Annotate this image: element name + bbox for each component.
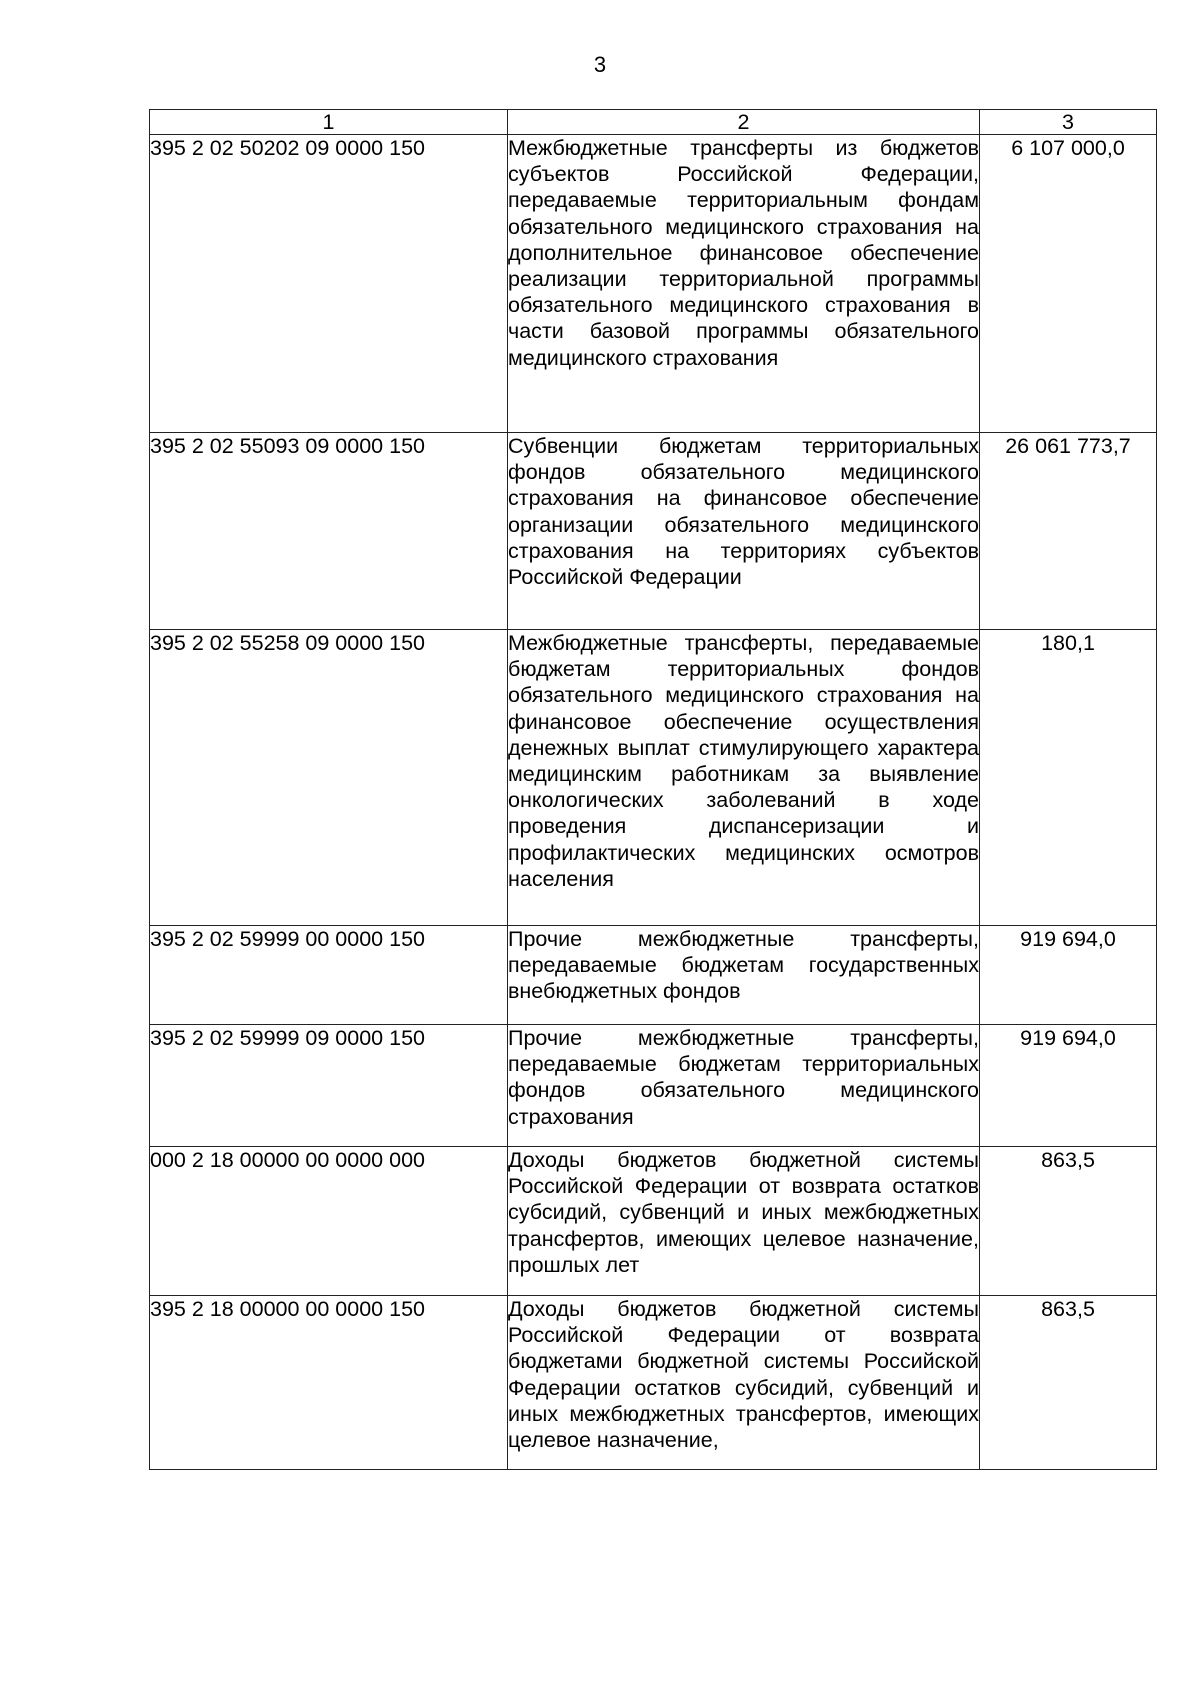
table-row	[150, 926, 1157, 1025]
revenue-description: Субвенции бюджетам территориальных фондов обязательного медицинского страхования на финансовое обеспечение организации обязательного медицинского страхования на территориях субъектов Российской Федерации	[508, 433, 980, 630]
revenue-description: Доходы бюджетов бюджетной системы Российской Федерации от возврата остатков субсидий, субвенций и иных межбюджетных трансфертов, имеющих целевое назначение, прошлых лет	[508, 1147, 980, 1296]
amount-value: 919 694,0	[980, 1025, 1157, 1147]
table-row	[150, 630, 1157, 926]
budget-classification-code: 395 2 02 59999 09 0000 150	[150, 1025, 508, 1147]
amount-value: 26 061 773,7	[980, 433, 1157, 630]
table-row	[150, 1147, 1157, 1296]
table-header	[150, 110, 1157, 135]
table-row	[150, 135, 1157, 433]
revenue-description: Прочие межбюджетные трансферты, передаваемые бюджетам территориальных фондов обязательного медицинского страхования	[508, 1025, 980, 1147]
budget-classification-code: 395 2 18 00000 00 0000 150	[150, 1296, 508, 1470]
budget-classification-code: 395 2 02 55093 09 0000 150	[150, 433, 508, 630]
column-header-3: 3	[980, 110, 1157, 135]
table-row	[150, 1025, 1157, 1147]
table-header-row	[150, 110, 1157, 135]
amount-value: 6 107 000,0	[980, 135, 1157, 433]
table-row	[150, 1296, 1157, 1470]
revenue-description: Межбюджетные трансферты из бюджетов субъектов Российской Федерации, передаваемые территориальным фондам обязательного медицинского страхования на дополнительное финансовое обеспечение реализации территориальной программы обязательного медицинского страхования в части базовой программы обязательного медицинского страхования	[508, 135, 980, 433]
column-header-2: 2	[508, 110, 980, 135]
amount-value: 919 694,0	[980, 926, 1157, 1025]
table-body	[150, 135, 1157, 1470]
amount-value: 863,5	[980, 1296, 1157, 1470]
amount-value: 863,5	[980, 1147, 1157, 1296]
table-row	[150, 433, 1157, 630]
page-number: 3	[593, 52, 607, 77]
revenue-description: Межбюджетные трансферты, передаваемые бюджетам территориальных фондов обязательного медицинского страхования на финансовое обеспечение осуществления денежных выплат стимулирующего характера медицинским работникам за выявление онкологических заболеваний в ходе проведения диспансеризации и профилактических медицинских осмотров населения	[508, 630, 980, 926]
budget-classification-code: 395 2 02 59999 00 0000 150	[150, 926, 508, 1025]
budget-classification-code: 395 2 02 55258 09 0000 150	[150, 630, 508, 926]
budget-classification-code: 395 2 02 50202 09 0000 150	[150, 135, 508, 433]
budget-revenue-table	[149, 109, 1157, 1470]
revenue-description: Прочие межбюджетные трансферты, передаваемые бюджетам государственных внебюджетных фондов	[508, 926, 980, 1025]
budget-classification-code: 000 2 18 00000 00 0000 000	[150, 1147, 508, 1296]
column-header-1: 1	[150, 110, 508, 135]
amount-value: 180,1	[980, 630, 1157, 926]
revenue-description: Доходы бюджетов бюджетной системы Российской Федерации от возврата бюджетами бюджетной системы Российской Федерации остатков субсидий, субвенций и иных межбюджетных трансфертов, имеющих целевое назначение,	[508, 1296, 980, 1470]
